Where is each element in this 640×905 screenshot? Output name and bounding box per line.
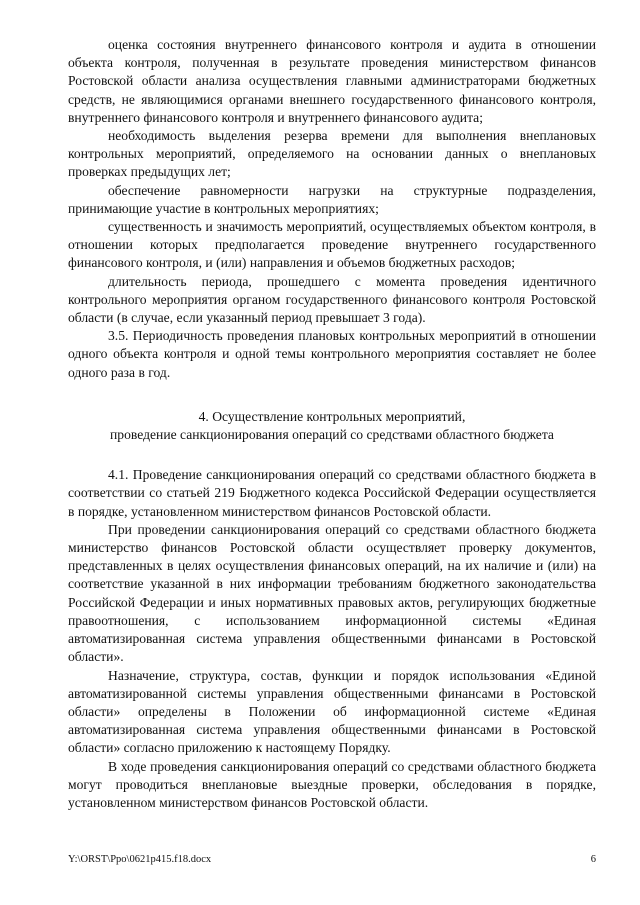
- paragraph: В ходе проведения санкционирования операций со средствами областного бюджета могут проводиться внеплановые выездные проверки, обследования в порядке, установленном министерством финансов Ростовской области.: [68, 758, 596, 810]
- section-heading-line2: проведение санкционирования операций со средствами областного бюджета: [110, 427, 554, 443]
- paragraph: Назначение, структура, состав, функции и порядок использования «Единой автоматизированной системы управления общественными финансами в Ростовской области» определены в Положении об информационной системе «Единая автоматизированная система управления общественными финансами в Ростовской области» согласно приложению к настоящему Порядку.: [68, 667, 596, 756]
- paragraph: оценка состояния внутреннего финансового контроля и аудита в отношении объекта контроля, полученная в результате проведения министерством финансов Ростовской области анализа осуществления главными администраторами бюджетных средств, не являющимися органами внешнего государственного финансового контроля, внутреннего финансового контроля и внутреннего финансового аудита;: [68, 37, 596, 125]
- footer-file-path: Y:\ORST\Ppo\0621p415.f18.docx: [68, 854, 212, 865]
- section-heading: [68, 408, 596, 444]
- section-heading-line1: 4. Осуществление контрольных мероприятий,: [198, 408, 466, 424]
- document-body: [68, 36, 596, 812]
- paragraph: существенность и значимость мероприятий, осуществляемых объектом контроля, в отношении которых предполагается проведение внутреннего государственного финансового контроля, и (или) направления и объемов бюджетных расходов;: [68, 219, 596, 271]
- paragraph: При проведении санкционирования операций со средствами областного бюджета министерство финансов Ростовской области осуществляет проверку документов, представленных в целях осуществления финансовых операций, на их наличие и (или) на соответствие указанной в них информации требованиям бюджетного законодательства Российской Федерации и иных нормативных правовых актов, регулирующих бюджетные правоотношения, с использованием информационной системы «Единая автоматизированная система управления общественными финансами в Ростовской области».: [68, 521, 596, 665]
- paragraph: обеспечение равномерности нагрузки на структурные подразделения, принимающие участие в контрольных мероприятиях;: [68, 182, 596, 216]
- page-number: 6: [590, 854, 596, 865]
- paragraph: длительность периода, прошедшего с момента проведения идентичного контрольного мероприятия органом государственного финансового контроля Ростовской области (в случае, если указанный период превышает 3 года).: [68, 273, 596, 326]
- paragraph: 3.5. Периодичность проведения плановых контрольных мероприятий в отношении одного объекта контроля и одной темы контрольного мероприятия составляет не более одного раза в год.: [68, 328, 596, 380]
- paragraph: необходимость выделения резерва времени для выполнения внеплановых контрольных мероприятий, определяемого на основании данных о внеплановых проверках предыдущих лет;: [68, 128, 596, 180]
- paragraph: 4.1. Проведение санкционирования операций со средствами областного бюджета в соответствии со статьей 219 Бюджетного кодекса Российской Федерации осуществляется в порядке, установленном министерством финансов Ростовской области.: [68, 467, 596, 519]
